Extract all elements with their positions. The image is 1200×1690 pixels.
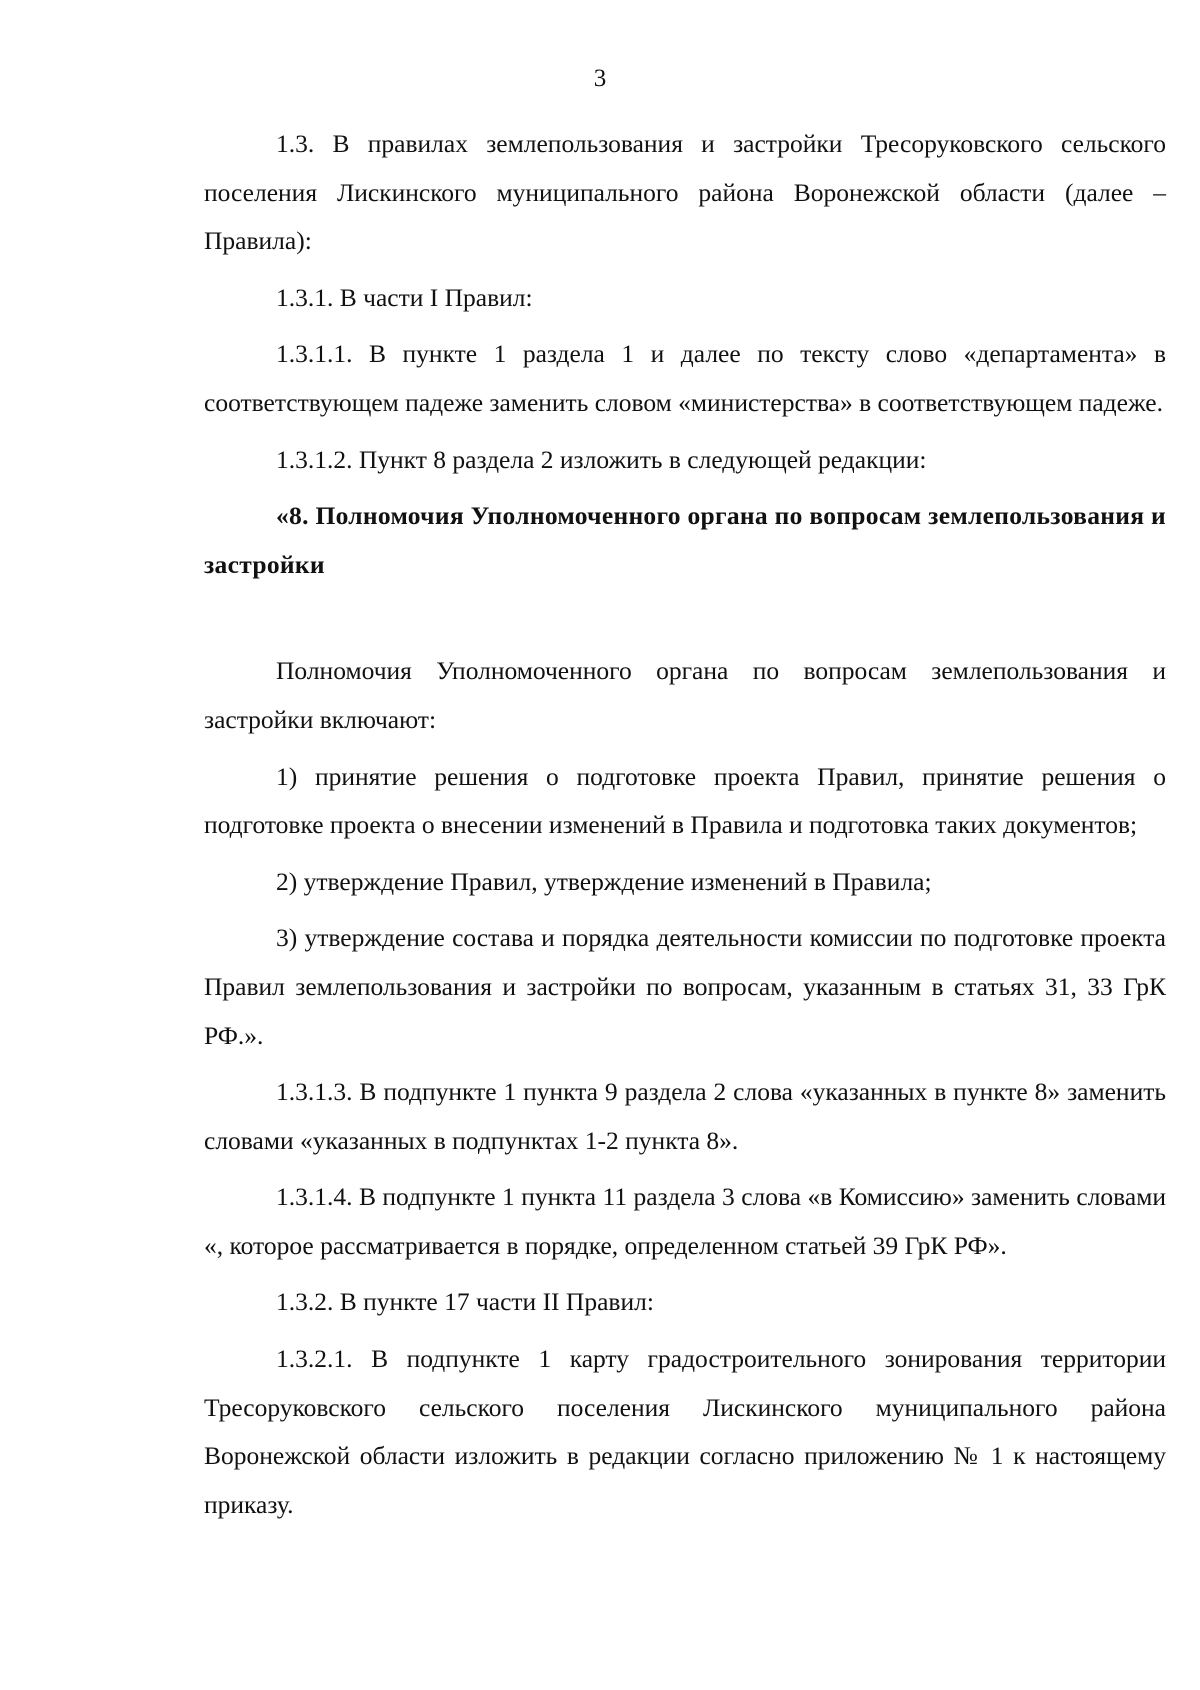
heading-spacer <box>204 597 1166 647</box>
paragraph-1-3-1-3: 1.3.1.3. В подпункте 1 пункта 9 раздела 2 слова «указанных в пункте 8» заменить словами «указанных в подпунктах 1-2 пункта 8». <box>204 1077 1166 1155</box>
paragraph-1-3-1-2: 1.3.1.2. Пункт 8 раздела 2 изложить в следующей редакции: <box>276 444 927 474</box>
list-item-3: 3) утверждение состава и порядка деятельности комиссии по подготовке проекта Правил землепользования и застройки по вопросам, указанным в статьях 31, 33 ГрК РФ.». <box>204 923 1166 1050</box>
paragraph-powers-intro: Полномочия Уполномоченного органа по вопросам землепользования и застройки включают: <box>204 656 1166 734</box>
paragraph-1-3-1-1: 1.3.1.1. В пункте 1 раздела 1 и далее по тексту слово «департамента» в соответствующем падеже заменить словом «министерства» в соответствующем падеже. <box>204 339 1166 417</box>
list-item-1: 1) принятие решения о подготовке проекта Правил, принятие решения о подготовке проекта о внесении изменений в Правила и подготовка таких документов; <box>204 761 1166 840</box>
document-body <box>204 120 1166 1537</box>
paragraph-1-3-1: 1.3.1. В части I Правил: <box>276 282 533 312</box>
paragraph-1-3-1-4: 1.3.1.4. В подпункте 1 пункта 11 раздела 3 слова «в Комиссию» заменить словами «, которое рассматривается в порядке, определенном статьей 39 ГрК РФ». <box>204 1182 1166 1260</box>
page-number: 3 <box>593 65 607 92</box>
paragraph-1-3-2: 1.3.2. В пункте 17 части II Правил: <box>276 1287 654 1317</box>
list-item-2: 2) утверждение Правил, утверждение изменений в Правила; <box>276 866 932 896</box>
paragraph-1-3-2-1: 1.3.2.1. В подпункте 1 карту градостроительного зонирования территории Тресоруковского сельского поселения Лискинского муниципального района Воронежской области изложить в редакции согласно приложению № 1 к настоящему приказу. <box>204 1344 1166 1519</box>
paragraph-1-3: 1.3. В правилах землепользования и застройки Тресоруковского сельского поселения Лискинского муниципального района Воронежской области (далее – Правила): <box>204 129 1166 256</box>
section-heading-8: «8. Полномочия Уполномоченного органа по вопросам землепользования и застройки <box>204 501 1166 579</box>
